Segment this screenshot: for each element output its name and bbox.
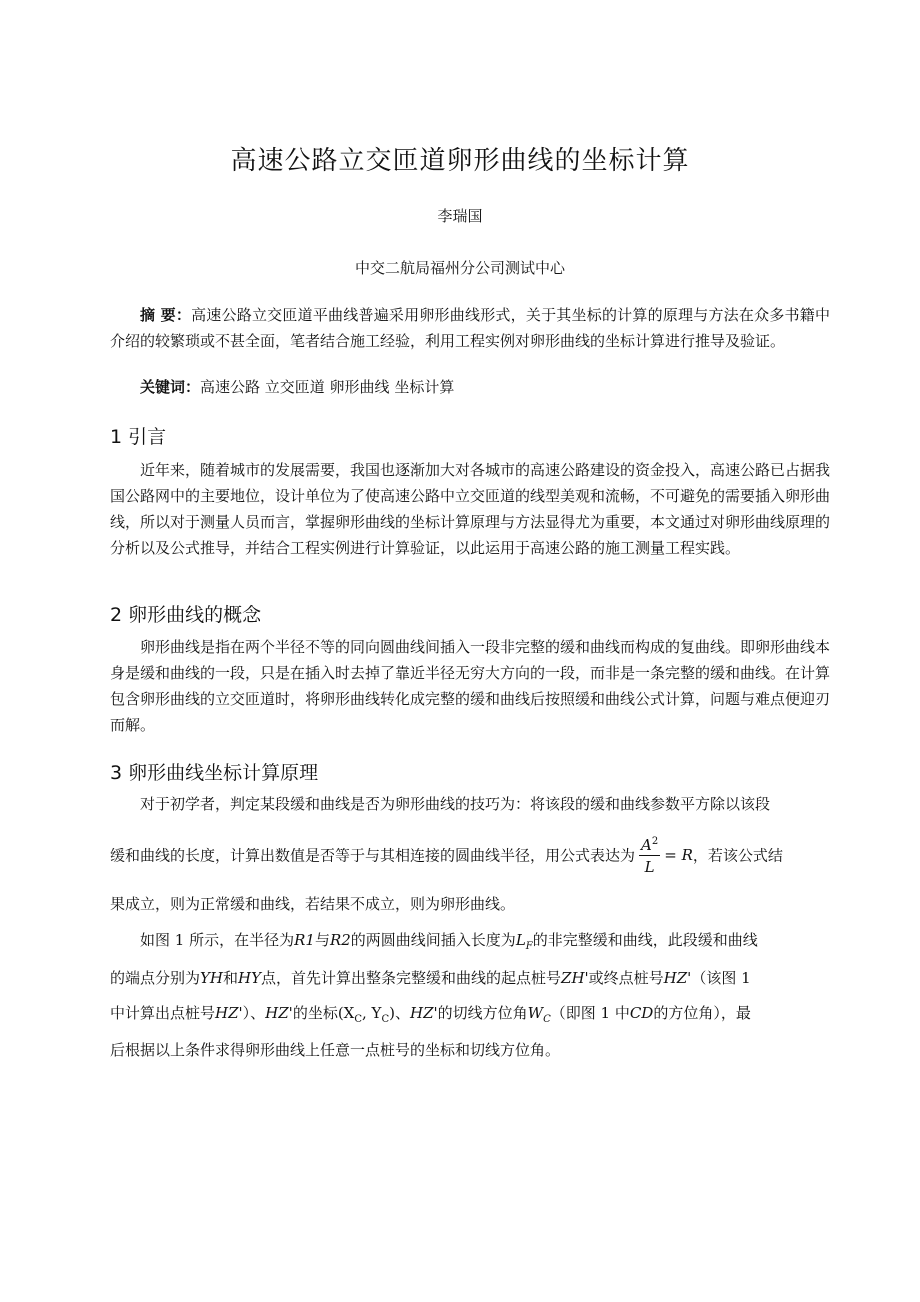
var-hz: HZ' <box>265 1004 293 1022</box>
section-1-paragraph: 近年来，随着城市的发展需要，我国也逐渐加大对各城市的高速公路建设的资金投入，高速公路已占据我国公路网中的主要地位，设计单位为了使高速公路中立交匝道的线型美观和流畅，不可避免的需要插入卵形曲线，所以对于测量人员而言，掌握卵形曲线的坐标计算原理与方法显得尤为重要，本文通过对卵形曲线原理的分析以及公式推导，并结合工程实例进行计算验证，以此运用于高速公路的施工测量工程实践。 <box>110 461 831 557</box>
coord-mid: , Y <box>362 1004 382 1022</box>
coord-open: (X <box>337 1004 355 1022</box>
formula-trail-text: ，若该公式结 <box>692 846 783 865</box>
var-hz: HZ' <box>410 1004 438 1022</box>
section-heading-3: 3 卵形曲线坐标计算原理 <box>110 762 319 784</box>
text-run: 和 <box>223 969 239 987</box>
text-run: 的两圆曲线间插入长度为 <box>350 931 516 949</box>
var-lf: L <box>515 931 526 949</box>
var-hy: HY <box>238 969 261 987</box>
var-hz: HZ' <box>215 1004 243 1022</box>
formula-numerator-exp: 2 <box>651 836 659 847</box>
var-wc-sub: C <box>543 1014 551 1025</box>
section-3-p2-line3 <box>110 1002 751 1025</box>
section-3-p2-line2 <box>110 967 751 988</box>
text-run: 如图 1 所示，在半径为 <box>140 931 295 949</box>
section-heading-2: 2 卵形曲线的概念 <box>110 604 262 626</box>
text-run: 的非完整缓和曲线，此段缓和曲线 <box>532 931 758 949</box>
var-cd: CD <box>629 1004 654 1022</box>
text-run: （该图 1 <box>691 969 751 987</box>
text-run: 、 <box>394 1004 410 1022</box>
keywords-label: 关键词： <box>140 378 201 396</box>
var-zh: ZH' <box>561 969 589 987</box>
section-3-p2-line4: 后根据以上条件求得卵形曲线上任意一点桩号的坐标和切线方位角。 <box>110 1041 561 1059</box>
formula-lead-text: 缓和曲线的长度，计算出数值是否等于与其相连接的圆曲线半径，用公式表达为 <box>110 846 636 865</box>
affiliation: 中交二航局福州分公司测试中心 <box>354 259 565 277</box>
coord-sub: C <box>354 1014 363 1025</box>
var-r2: R2 <box>329 931 351 949</box>
var-wc: W <box>527 1004 544 1022</box>
text-run: 或终点桩号 <box>588 969 664 987</box>
section-3-p1-line1: 对于初学者，判定某段缓和曲线是否为卵形曲线的技巧为：将该段的缓和曲线参数平方除以该段 <box>140 795 771 813</box>
section-3-p1-line3: 果成立，则为正常缓和曲线，若结果不成立，则为卵形曲线。 <box>110 895 516 913</box>
text-run: 点，首先计算出整条完整缓和曲线的起点桩号 <box>261 969 562 987</box>
abstract-label: 摘 要： <box>140 306 192 324</box>
text-run: （即图 1 中 <box>550 1004 630 1022</box>
section-3-p2-line1 <box>140 929 758 952</box>
text-run: ）、 <box>242 1004 266 1022</box>
text-run: 的坐标 <box>292 1004 338 1022</box>
keywords <box>110 374 830 400</box>
var-hz: HZ' <box>663 969 692 987</box>
section-2-paragraph: 卵形曲线是指在两个半径不等的同向圆曲线间插入一段非完整的缓和曲线而构成的复曲线。即卵形曲线本身是缓和曲线的一段，只是在插入时去掉了靠近半径无穷大方向的一段，而非是一条完整的缓和曲线。在计算包含卵形曲线的立交匝道时，将卵形曲线转化成完整的缓和曲线后按照缓和曲线公式计算，问题与难点便迎刃而解。 <box>110 638 831 734</box>
formula-fraction <box>639 832 660 878</box>
formula-numerator: A <box>641 836 652 854</box>
text-run: 的方位角），最 <box>653 1004 751 1022</box>
var-lf-sub: F <box>525 941 533 952</box>
text-run: 与 <box>314 931 330 949</box>
keywords-text: 高速公路 立交匝道 卵形曲线 坐标计算 <box>200 378 455 396</box>
var-yh: YH <box>200 969 223 987</box>
coord-sub: C <box>381 1014 390 1025</box>
author-name: 李瑞国 <box>437 207 483 225</box>
var-r1: R1 <box>294 931 315 949</box>
section-3-p1-line2 <box>110 832 783 878</box>
formula-rhs: = R <box>664 846 693 864</box>
formula-denominator: L <box>644 858 655 876</box>
text-run: 中计算出点桩号 <box>110 1004 216 1022</box>
text-run: 的端点分别为 <box>110 969 201 987</box>
text-run: 的切线方位角 <box>437 1004 528 1022</box>
paper-title: 高速公路立交匝道卵形曲线的坐标计算 <box>230 146 690 176</box>
section-heading-1: 1 引言 <box>110 426 167 448</box>
abstract <box>110 302 830 354</box>
coord-close: ) <box>389 1004 395 1022</box>
abstract-text: 高速公路立交匝道平曲线普遍采用卵形曲线形式，关于其坐标的计算的原理与方法在众多书籍中介绍的较繁琐或不甚全面，笔者结合施工经验，利用工程实例对卵形曲线的坐标计算进行推导及验证。 <box>110 306 830 350</box>
